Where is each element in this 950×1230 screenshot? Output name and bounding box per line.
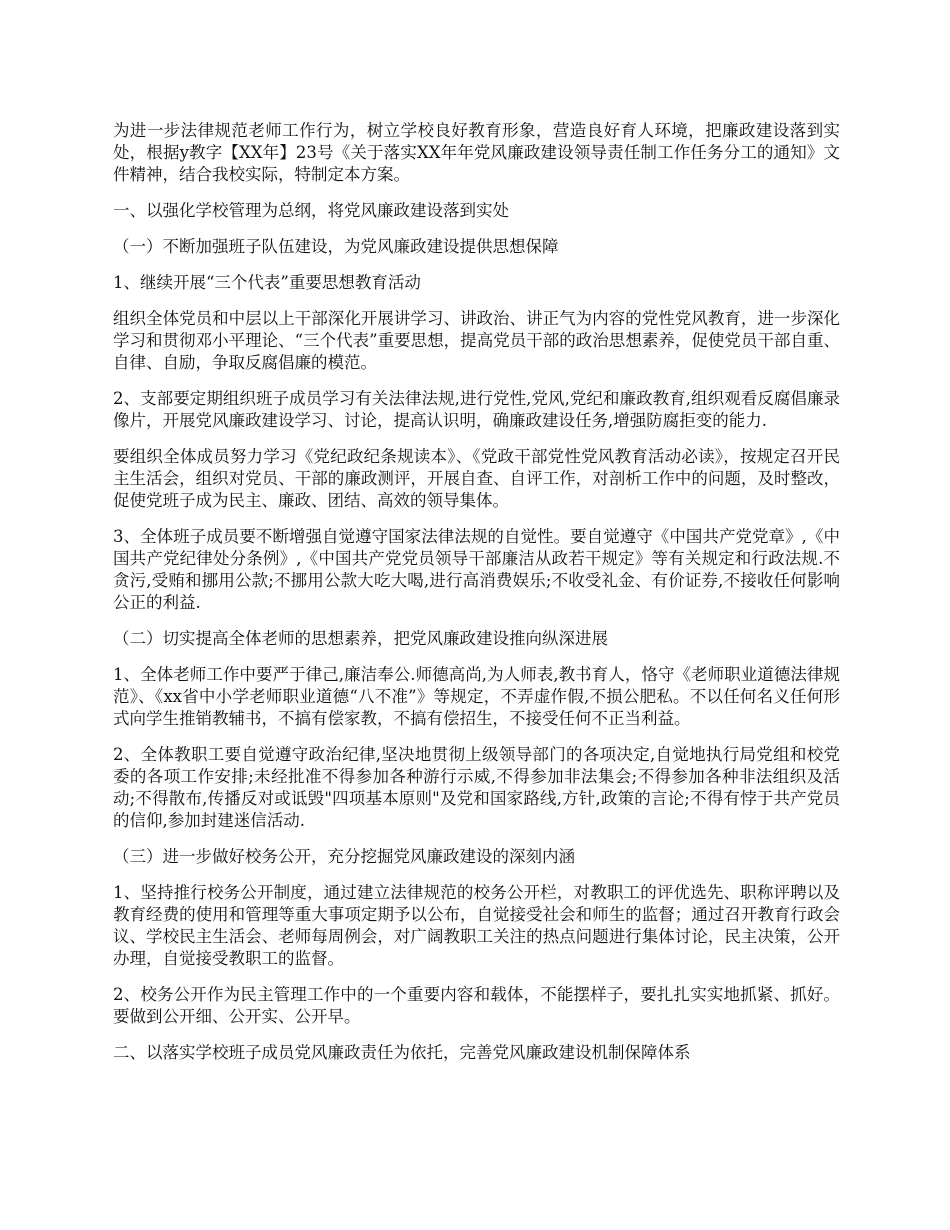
body-paragraph: 3、全体班子成员要不断增强自觉遵守国家法律法规的自觉性。要自觉遵守《中国共产党党章》,《中国共产党纪律处分条例》,《中国共产党党员领导干部廉洁从政若干规定》等有关规定和行政法规.不贪污,受贿和挪用公款;不挪用公款大吃大喝,进行高消费娱乐;不收受礼金、有价证券,不接收任何影响公正的利益.: [113, 527, 840, 612]
item-heading-1: 1、继续开展“三个代表”重要思想教育活动: [113, 273, 421, 292]
body-paragraph: 组织全体党员和中层以上干部深化开展讲学习、讲政治、讲正气为内容的党性党风教育，进一步深化学习和贯彻邓小平理论、“三个代表”重要思想，提高党员干部的政治思想素养，促使党员干部自重、自律、自励，争取反腐倡廉的模范。: [113, 309, 840, 372]
subsection-heading-1: （一）不断加强班子队伍建设，为党风廉政建设提供思想保障: [113, 237, 559, 256]
body-paragraph: 2、全体教职工要自觉遵守政治纪律,坚决地贯彻上级领导部门的各项决定,自觉地执行局党组和校党委的各项工作安排;未经批准不得参加各种游行示威,不得参加非法集会;不得参加各种非法组织及活动;不得散布,传播反对或诋毁"四项基本原则"及党和国家路线,方针,政策的言论;不得有悖于共产党员的信仰,参加封建迷信活动.: [113, 745, 840, 830]
body-paragraph: 1、坚持推行校务公开制度，通过建立法律规范的校务公开栏，对教职工的评优选先、职称评聘以及教育经费的使用和管理等重大事项定期予以公布，自觉接受社会和师生的监督；通过召开教育行政会议、学校民主生活会、老师每周例会，对广阔教职工关注的热点问题进行集体讨论，民主决策，公开办理，自觉接受教职工的监督。: [113, 883, 840, 968]
subsection-heading-2: （二）切实提高全体老师的思想素养，把党风廉政建设推向纵深进展: [113, 629, 608, 648]
body-paragraph: 2、校务公开作为民主管理工作中的一个重要内容和载体，不能摆样子，要扎扎实实地抓紧、抓好。要做到公开细、公开实、公开早。: [113, 985, 840, 1026]
body-paragraph: 2、支部要定期组织班子成员学习有关法律法规,进行党性,党风,党纪和廉政教育,组织观看反腐倡廉录像片，开展党风廉政建设学习、讨论，提高认识明，确廉政建设任务,增强防腐拒变的能力.: [113, 389, 840, 430]
intro-paragraph: 为进一步法律规范老师工作行为，树立学校良好教育形象，营造良好育人环境，把廉政建设落到实处，根据y教字【XX年】23号《关于落实XX年年党风廉政建设领导责任制工作任务分工的通知》文件精神，结合我校实际，特制定本方案。: [113, 121, 840, 184]
section-heading-1: 一、以强化学校管理为总纲，将党风廉政建设落到实处: [113, 201, 509, 220]
section-heading-2: 二、以落实学校班子成员党风廉政责任为依托，完善党风廉政建设机制保障体系: [113, 1043, 691, 1062]
subsection-heading-3: （三）进一步做好校务公开，充分挖掘党风廉政建设的深刻内涵: [113, 847, 575, 866]
body-paragraph: 1、全体老师工作中要严于律己,廉洁奉公.师德高尚,为人师表,教书育人，恪守《老师职业道德法律规范》、《xx省中小学老师职业道德“八不准”》等规定，不弄虚作假,不损公肥私。不以任何名义任何形式向学生推销教辅书，不搞有偿家教，不搞有偿招生，不接受任何不正当利益。: [113, 665, 840, 728]
document-page: [113, 120, 840, 1078]
body-paragraph: 要组织全体成员努力学习《党纪政纪条规读本》、《党政干部党性党风教育活动必读》，按规定召开民主生活会，组织对党员、干部的廉政测评，开展自查、自评工作，对剖析工作中的问题，及时整改，促使党班子成为民主、廉政、团结、高效的领导集体。: [113, 447, 840, 510]
